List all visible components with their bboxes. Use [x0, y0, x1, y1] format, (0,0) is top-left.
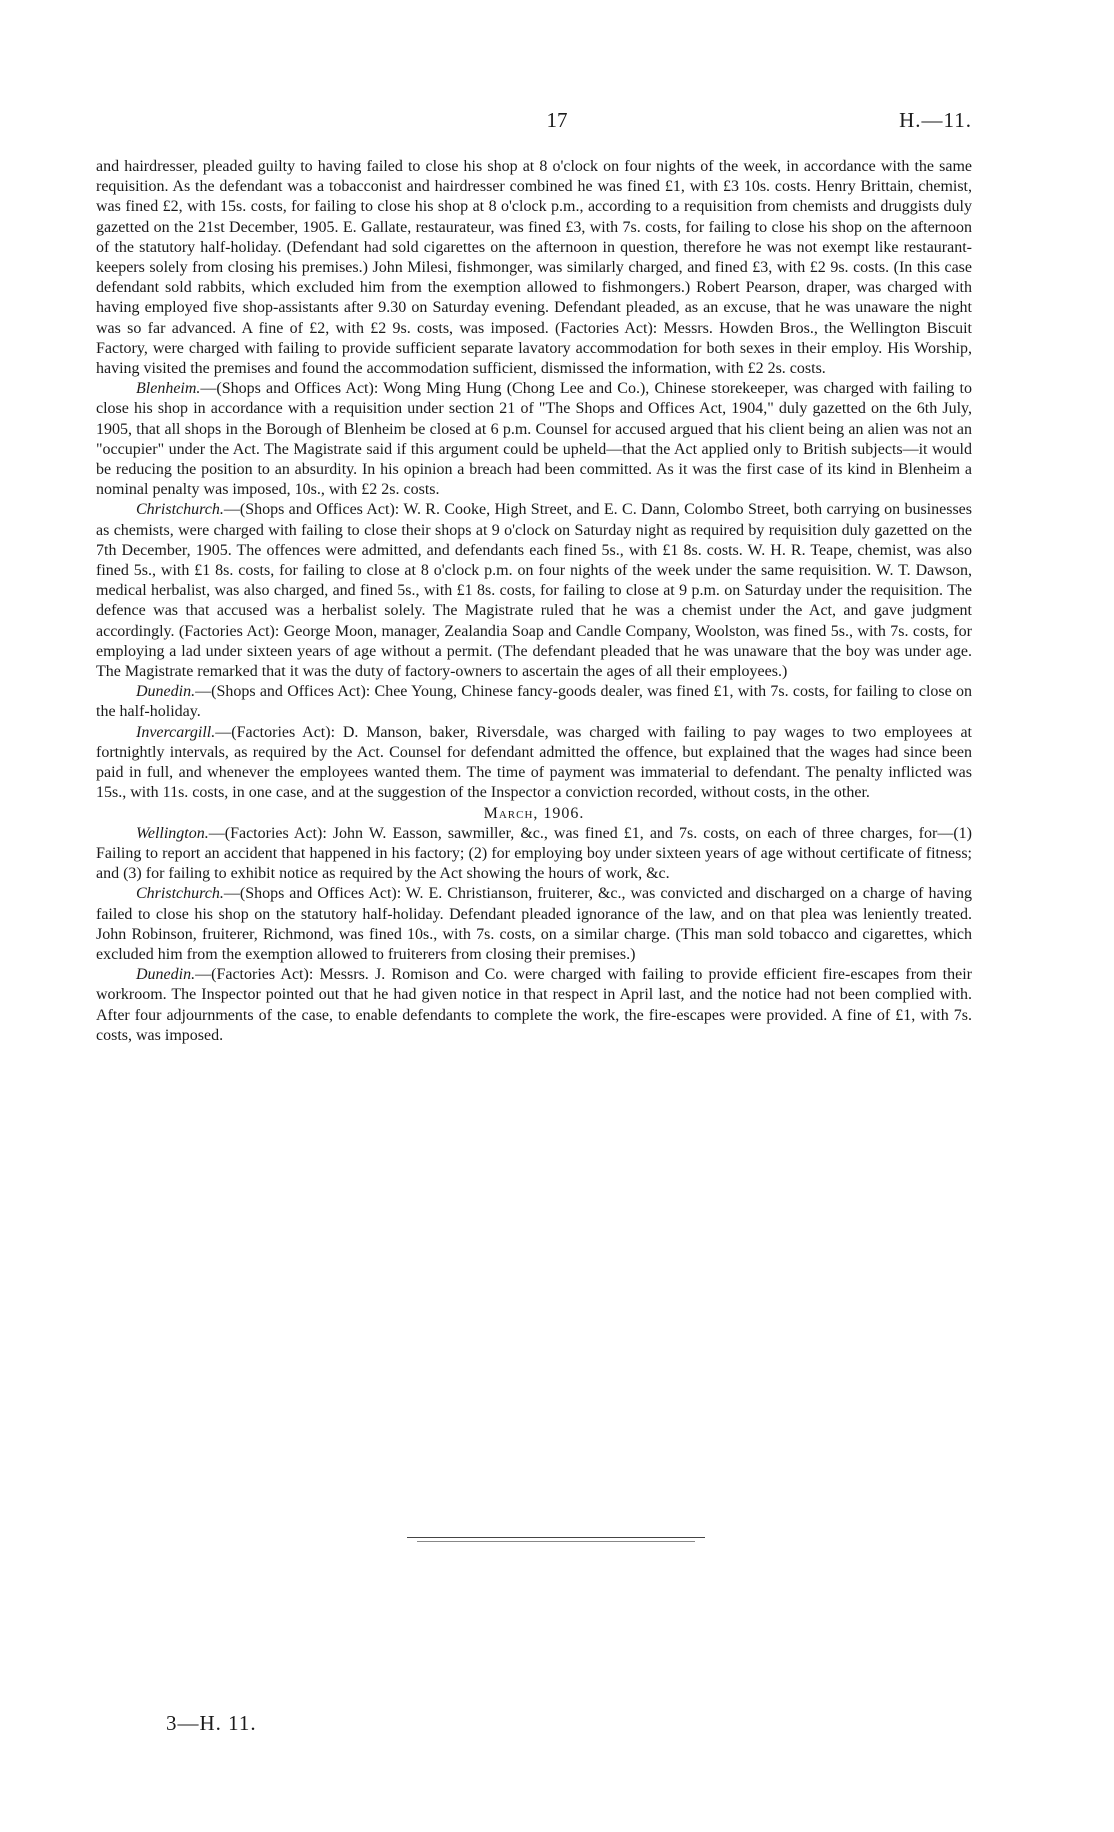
paragraph-dunedin: [96, 682, 972, 722]
paragraph-wellington-march: [96, 824, 972, 885]
place-heading: Wellington.: [136, 824, 209, 842]
place-heading: Christchurch.: [136, 885, 224, 903]
page-number: 17: [546, 108, 568, 132]
section-divider-lower: [417, 1541, 695, 1542]
place-heading: Christchurch.: [136, 501, 224, 519]
paragraph-text: —(Shops and Offices Act): W. E. Christianson, fruiterer, &c., was convicted and discharged on a charge of having failed to close his shop on the statutory half-holiday. Defendant pleaded ignorance of the law, and on that plea was leniently treated. John Robinson, fruiterer, Richmond, was fined 10s., with 7s. costs, on a similar charge. (This man sold tobacco and cigarettes, which excluded him from the exemption allowed to fruiterers from closing their premises.): [96, 885, 972, 963]
paragraph-text: —(Factories Act): John W. Easson, sawmiller, &c., was fined £1, and 7s. costs, on each of three charges, for—(1) Failing to report an accident that happened in his factory; (2) for employing boy under sixteen years of age without certificate of fitness; and (3) for failing to exhibit notice as required by the Act showing the hours of work, &c.: [96, 824, 972, 883]
document-reference: H.—11.: [899, 108, 972, 132]
paragraph-text: —(Factories Act): Messrs. J. Romison and Co. were charged with failing to provide efficient fire-escapes from their workroom. The Inspector pointed out that he had given notice in that respect in April last, and the notice had not been complied with. After four adjournments of the case, to enable defendants to complete the work, the fire-escapes were provided. A fine of £1, with 7s. costs, was imposed.: [96, 966, 972, 1044]
paragraph-text: —(Shops and Offices Act): Wong Ming Hung (Chong Lee and Co.), Chinese storekeeper, was charged with failing to close his shop in accordance with a requisition under section 21 of "The Shops and Offices Act, 1904," duly gazetted on the 6th July, 1905, that all shops in the Borough of Blenheim be closed at 6 p.m. Counsel for accused argued that his client being an alien was not an "occupier" under the Act. The Magistrate said if this argument could be upheld—that the Act applied only to British subjects—it would be reducing the position to an absurdity. In his opinion a breach had been committed. As it was the first case of its kind in Blenheim a nominal penalty was imposed, 10s., with £2 2s. costs.: [96, 380, 972, 499]
month-heading: March, 1906.: [483, 804, 585, 822]
sheet-reference: 3—H. 11.: [166, 1711, 257, 1735]
paragraph-text: —(Shops and Offices Act): Chee Young, Chinese fancy-goods dealer, was fined £1, with 7s. costs, for failing to close on the half-holiday.: [96, 683, 972, 721]
place-heading: Blenheim.: [136, 380, 201, 398]
paragraph-text: —(Factories Act): D. Manson, baker, Riversdale, was charged with failing to pay wages to two employees at fortnightly intervals, as required by the Act. Counsel for defendant admitted the offence, but explained that the wages had since been paid in full, and whenever the employees wanted them. The time of payment was immaterial to defendant. The penalty inflicted was 15s., with 11s. costs, in one case, and at the suggestion of the Inspector a conviction recorded, without costs, in the other.: [96, 723, 972, 802]
paragraph-invercargill: [96, 723, 972, 804]
paragraph-blenheim: [96, 379, 972, 500]
report-body: [96, 157, 972, 1046]
paragraph-text: and hairdresser, pleaded guilty to having failed to close his shop at 8 o'clock on four nights of the week, in accordance with the same requisition. As the defendant was a tobacconist and hairdresser combined he was fined £1, with £3 10s. costs. Henry Brittain, chemist, was fined £2, with 15s. costs, for failing to close his shop at 8 o'clock p.m., according to a requisition from chemists and druggists duly gazetted on the 21st December, 1905. E. Gallate, restaurateur, was fined £3, with 7s. costs, for failing to close his shop on the afternoon of the statutory half-holiday. (Defendant had sold cigarettes on the afternoon in question, therefore he was not exempt like restaurant-keepers solely from closing his premises.) John Milesi, fishmonger, was similarly charged, and fined £3, with £2 9s. costs. (In this case defendant sold rabbits, which excluded him from the exemption allowed to fishmongers.) Robert Pearson, draper, was charged with having employed five shop-assistants after 9.30 on Saturday evening. Defendant pleaded, as an excuse, that he was unaware the night was so far advanced. A fine of £2, with £2 9s. costs, was imposed. (Factories Act): Messrs. Howden Bros., the Wellington Biscuit Factory, were charged with failing to provide sufficient separate lavatory accommodation for both sexes in their employ. His Worship, having visited the premises and found the accommodation sufficient, dismissed the information, with £2 2s. costs.: [96, 158, 972, 378]
place-heading: Dunedin.: [136, 966, 196, 984]
paragraph-continuation: [96, 157, 972, 379]
place-heading: Dunedin.: [136, 683, 196, 701]
paragraph-christchurch: [96, 500, 972, 682]
paragraph-text: —(Shops and Offices Act): W. R. Cooke, High Street, and E. C. Dann, Colombo Street, both carrying on businesses as chemists, were charged with failing to close their shops at 9 o'clock on Saturday night as required by requisition duly gazetted on the 7th December, 1905. The offences were admitted, and defendants each fined 5s., with £1 8s. costs. W. H. R. Teape, chemist, was also fined 5s., with £1 8s. costs, for failing to close at 8 o'clock p.m. on four nights of the week under the same requisition. W. T. Dawson, medical herbalist, was also charged, and fined 5s., with £1 8s. costs, for failing to close at 9 p.m. on Saturday under the requisition. The defence was that accused was a herbalist solely. The Magistrate ruled that he was a chemist under the Act, and gave judgment accordingly. (Factories Act): George Moon, manager, Zealandia Soap and Candle Company, Woolston, was fined 5s., with 7s. costs, for employing a lad under sixteen years of age without a permit. (The defendant pleaded that he was unaware that the boy was under age. The Magistrate remarked that it was the duty of factory-owners to ascertain the ages of all their employees.): [96, 501, 972, 681]
paragraph-dunedin-march: [96, 965, 972, 1046]
section-divider: [407, 1537, 705, 1538]
paragraph-christchurch-march: [96, 884, 972, 965]
place-heading: Invercargill.: [136, 723, 216, 741]
